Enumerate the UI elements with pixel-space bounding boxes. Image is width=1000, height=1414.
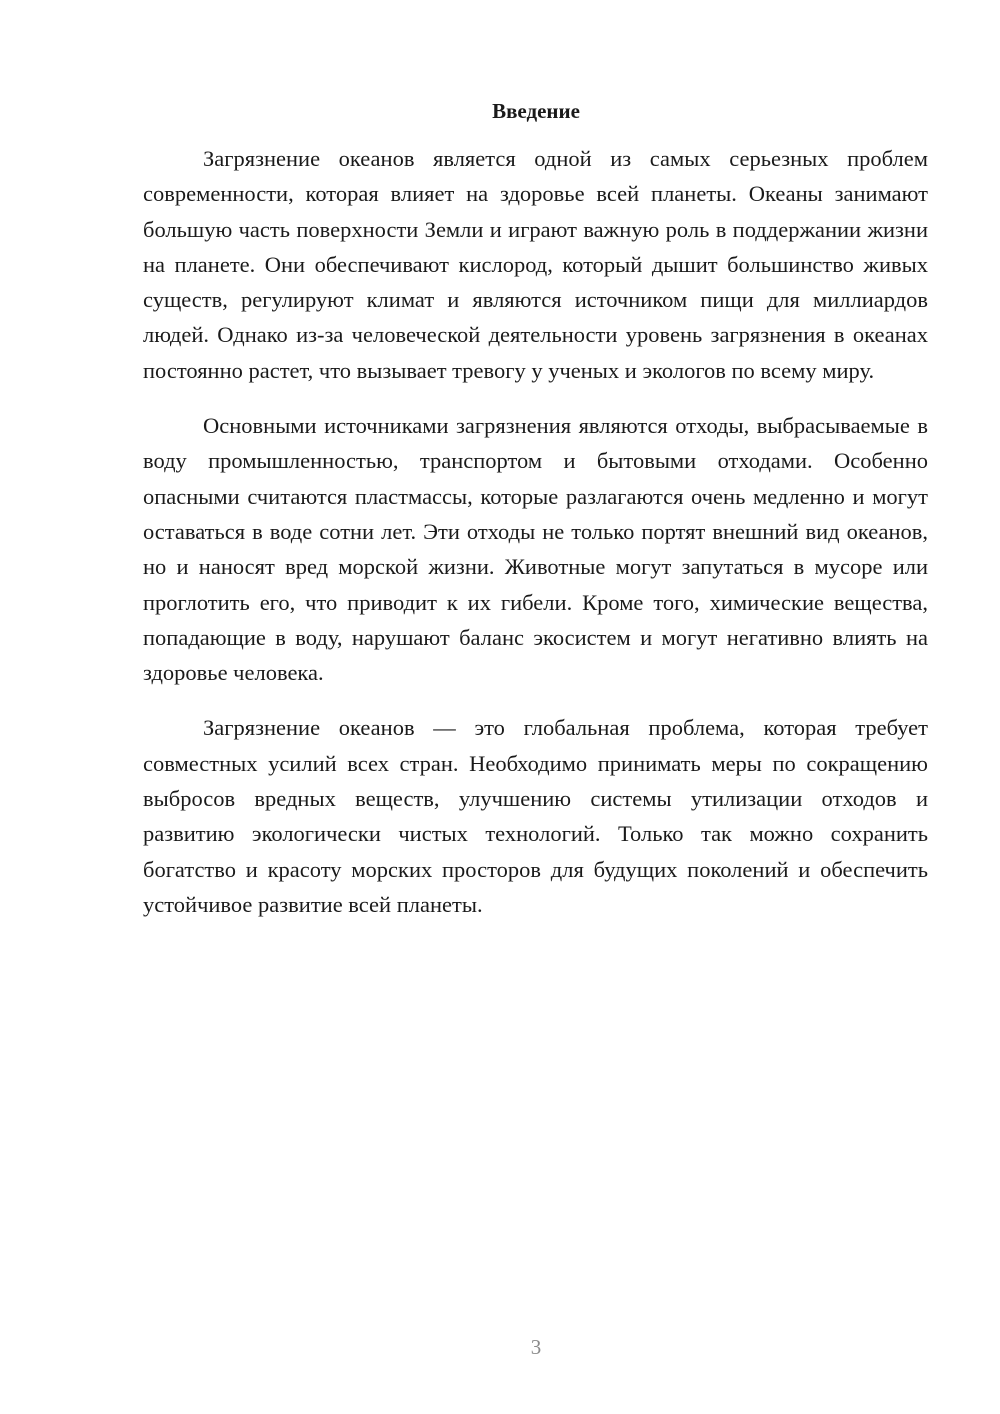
paragraph-2: Основными источниками загрязнения являются отходы, выбрасываемые в воду промышленностью, транспортом и бытовыми отходами. Особенно опасными считаются пластмассы, которые разлагаются очень медленно и могут оставаться в воде сотни лет. Эти отходы не только портят внешний вид океанов, но и наносят вред морской жизни. Животные могут запутаться в мусоре или проглотить его, что приводит к их гибели. Кроме того, химические вещества, попадающие в воду, нарушают баланс экосистем и могут негативно влиять на здоровье человека. — [143, 413, 928, 686]
body-text — [143, 141, 928, 942]
paragraph-3: Загрязнение океанов — это глобальная проблема, которая требует совместных усилий всех стран. Необходимо принимать меры по сокращению выбросов вредных веществ, улучшению системы утилизации отходов и развитию экологически чистых технологий. Только так можно сохранить богатство и красоту морских просторов для будущих поколений и обеспечить устойчивое развитие всей планеты. — [143, 715, 928, 917]
section-title: Введение — [492, 99, 580, 123]
paragraph-1: Загрязнение океанов является одной из самых серьезных проблем современности, которая влияет на здоровье всей планеты. Океаны занимают большую часть поверхности Земли и играют важную роль в поддержании жизни на планете. Они обеспечивают кислород, который дышит большинство живых существ, регулируют климат и являются источником пищи для миллиардов людей. Однако из-за человеческой деятельности уровень загрязнения в океанах постоянно растет, что вызывает тревогу у ученых и экологов по всему миру. — [143, 146, 928, 383]
page-number: 3 — [530, 1335, 542, 1359]
